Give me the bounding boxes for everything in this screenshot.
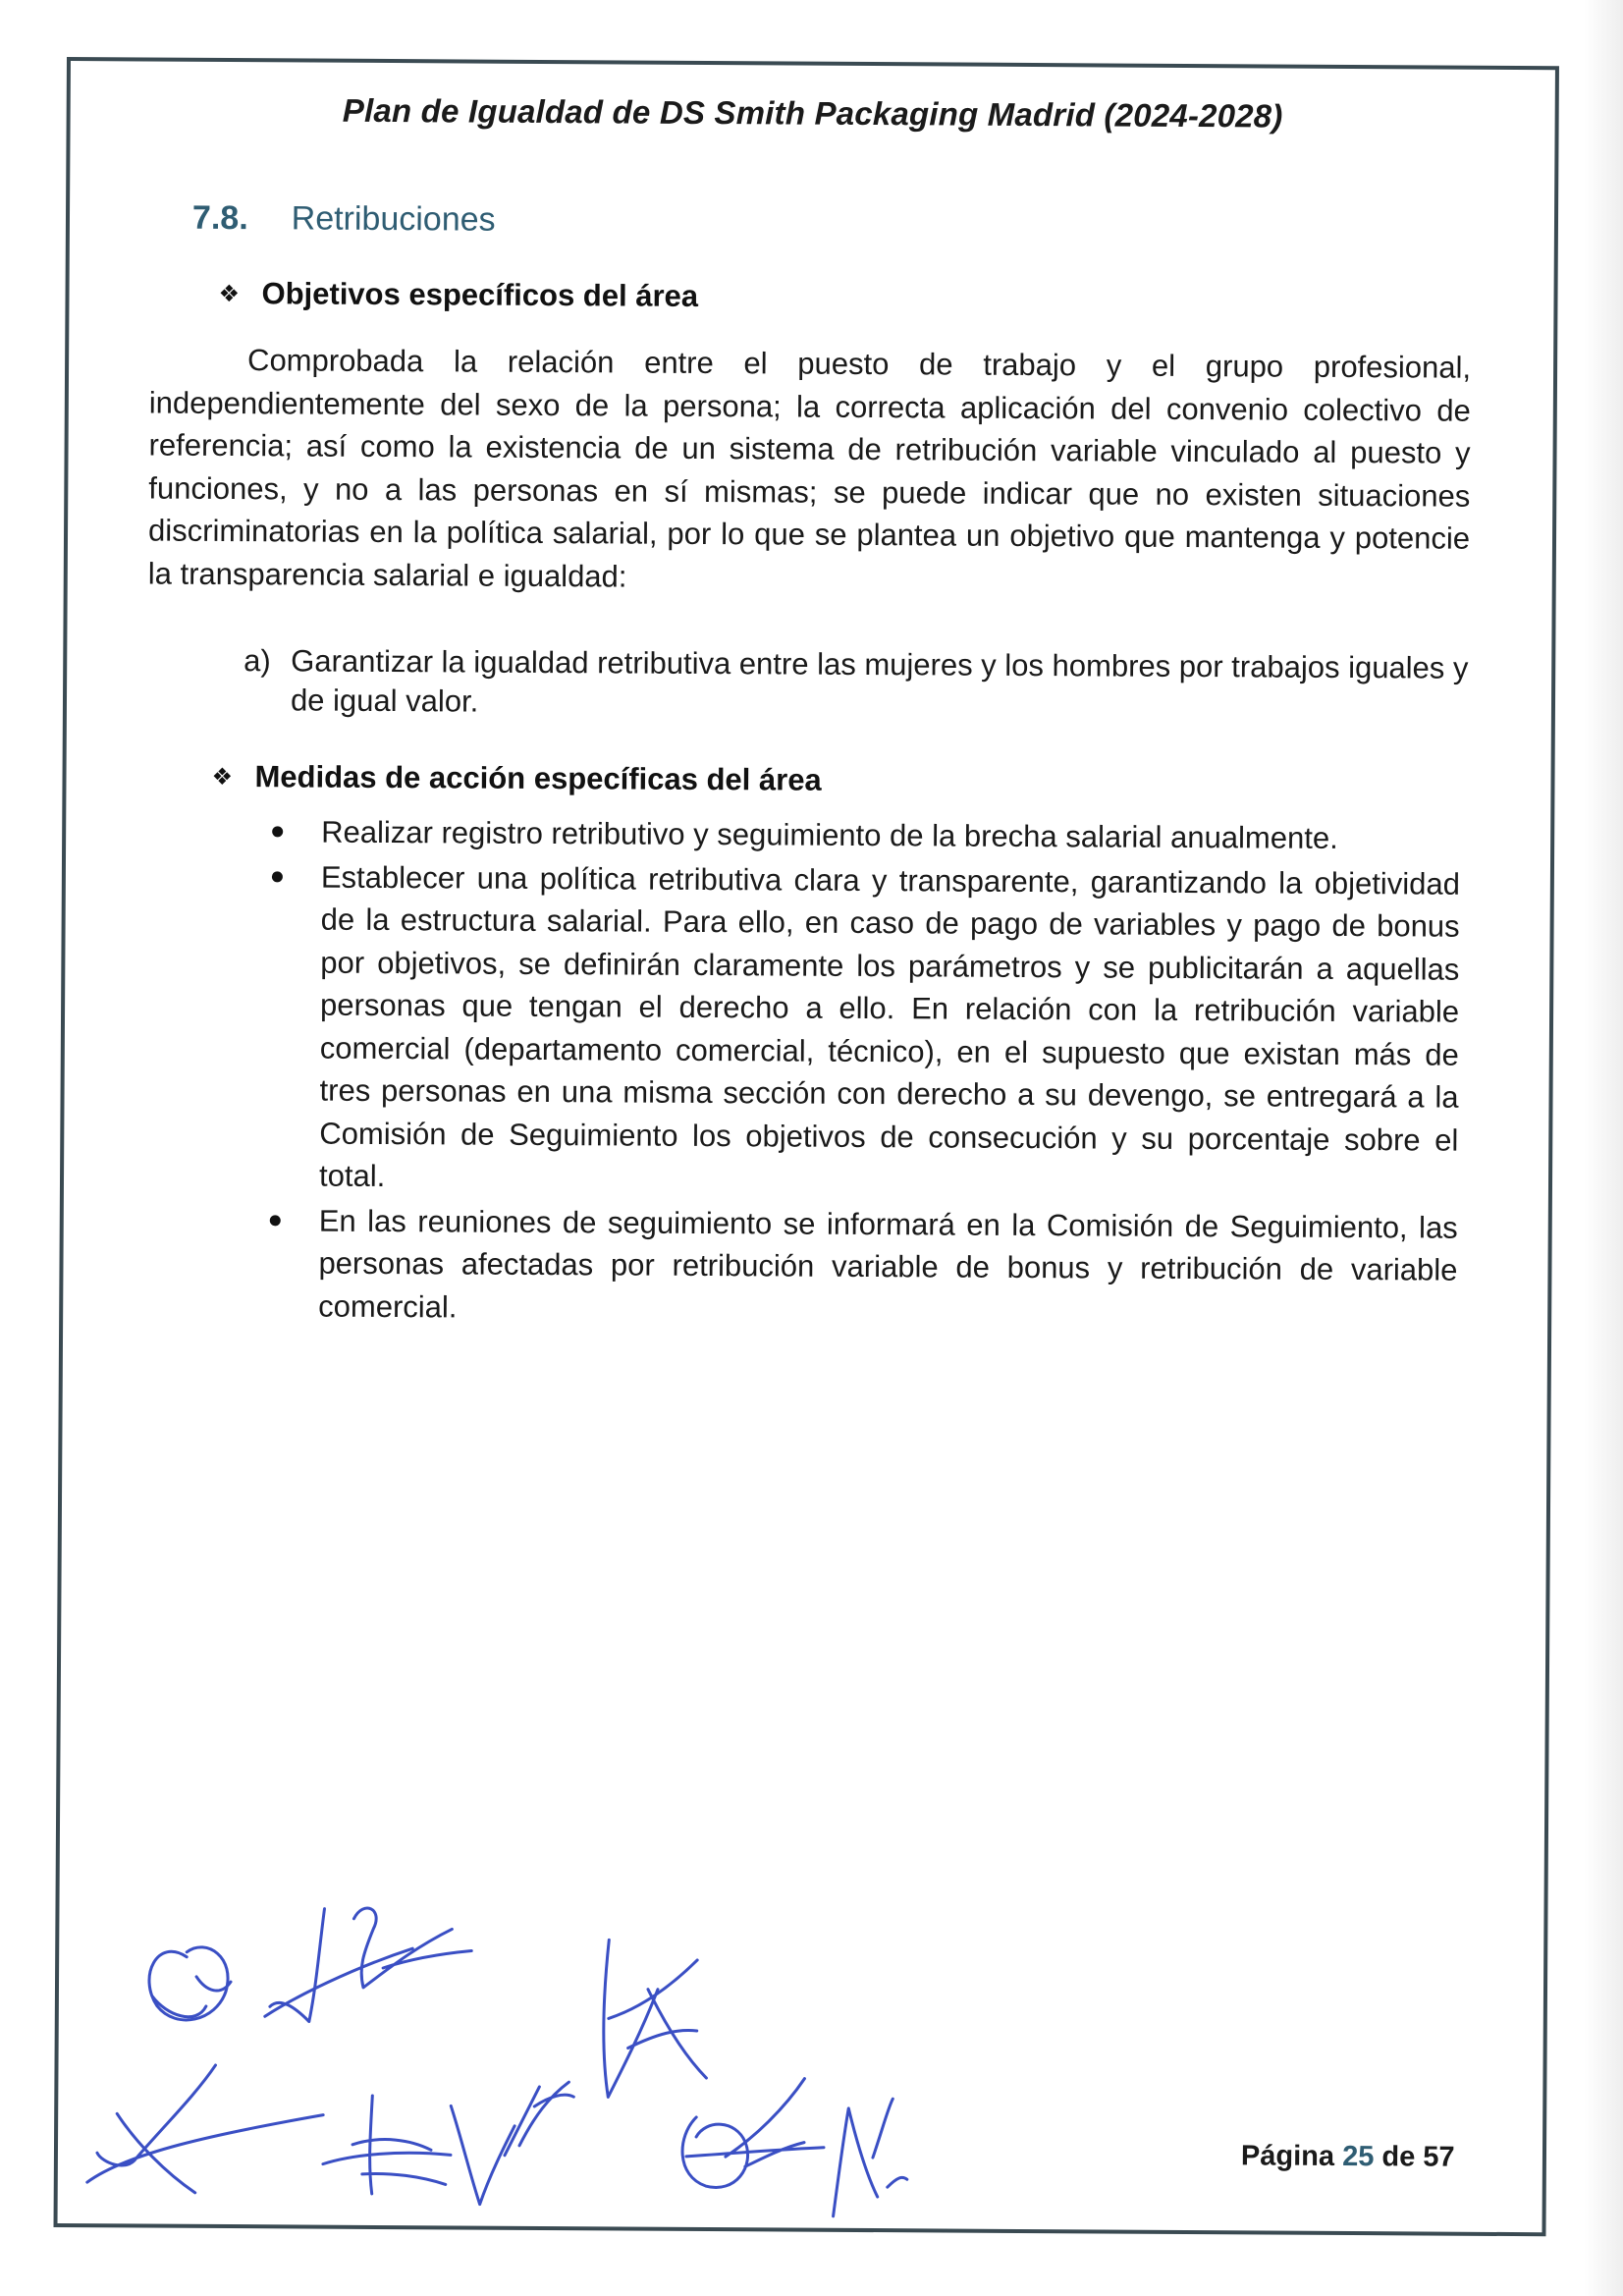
- four-diamond-icon: ❖: [218, 280, 241, 308]
- measures-heading-label: Medidas de acción específicas del área: [254, 759, 822, 797]
- four-diamond-icon: ❖: [211, 763, 234, 792]
- handwritten-signature: [682, 2078, 825, 2188]
- section-number: 7.8.: [191, 198, 248, 238]
- measure-item: [250, 855, 1460, 1205]
- bullet-dot-icon: [272, 871, 283, 882]
- section-title: Retribuciones: [291, 199, 496, 239]
- measure-item-text: En las reuniones de seguimiento se informará en la Comisión de Seguimiento, las personas afectadas por retribución variable de bonus y retribución de variable comercial.: [318, 1203, 1458, 1324]
- scan-edge-shadow: [1584, 0, 1623, 2296]
- objective-item: [243, 641, 1469, 728]
- page-number: [1241, 2140, 1455, 2173]
- measures-list: [249, 810, 1460, 1337]
- handwritten-signature: [265, 1907, 472, 2022]
- measure-item: [252, 810, 1460, 860]
- objectives-paragraph: Comprobada la relación entre el puesto de trabajo y el grupo profesional, independientemente del sexo de la persona; la correcta aplicación del convenio colectivo de referencia; así como la existencia de un sistema de retribución variable vinculado al puesto y funciones, y no a las personas en sí mismas; se puede indicar que no existen situaciones discriminatorias en la política salarial, por lo que se plantea un objetivo que mantenga y potencie la transparencia salarial e igualdad:: [147, 343, 1472, 593]
- handwritten-signature: [323, 2096, 452, 2195]
- section-heading: [192, 199, 496, 240]
- objective-item-marker: a): [243, 643, 271, 679]
- measure-item-text: Establecer una política retributiva clara y transparente, garantizando la objetividad de la estructura salarial. Para ello, en caso de pago de variables y pago de bonus por objetivos, se definirán claramente los parámetros y se publicitarán a aquellas personas que tengan el derecho a ello. En relación con la retribución variable comercial (departamento comercial, técnico), en el supuesto que existan más de tres personas en una misma sección con derecho a su devengo, se entregará a la Comisión de Seguimiento los objetivos de consecución y su porcentaje sobre el total.: [318, 859, 1460, 1194]
- page-number-separator: de: [1381, 2141, 1416, 2173]
- objectives-heading-label: Objetivos específicos del área: [261, 276, 699, 313]
- objectives-heading: [218, 276, 698, 314]
- page-number-total: 57: [1423, 2141, 1455, 2173]
- handwritten-signature: [603, 1940, 707, 2098]
- handwritten-signature: [451, 2081, 574, 2205]
- objective-item-text: Garantizar la igualdad retributiva entre las mujeres y los hombres por trabajos iguales y de igual valor.: [290, 643, 1469, 719]
- signatures-area: [57, 1858, 1237, 2238]
- handwritten-signature: [87, 2064, 324, 2193]
- document-header-title: Plan de Igualdad de DS Smith Packaging Madrid (2024-2028): [342, 91, 1283, 135]
- measures-heading: [211, 759, 821, 798]
- bullet-dot-icon: [272, 826, 283, 837]
- page-number-prefix: Página: [1240, 2140, 1335, 2172]
- measure-item: [249, 1199, 1458, 1335]
- handwritten-signature: [149, 1947, 232, 2021]
- bullet-dot-icon: [270, 1215, 281, 1226]
- page-frame: [53, 57, 1558, 2236]
- handwritten-signature: [834, 2099, 908, 2216]
- measure-item-text: Realizar registro retributivo y seguimiento de la brecha salarial anualmente.: [321, 814, 1338, 855]
- page-number-current: 25: [1342, 2140, 1375, 2173]
